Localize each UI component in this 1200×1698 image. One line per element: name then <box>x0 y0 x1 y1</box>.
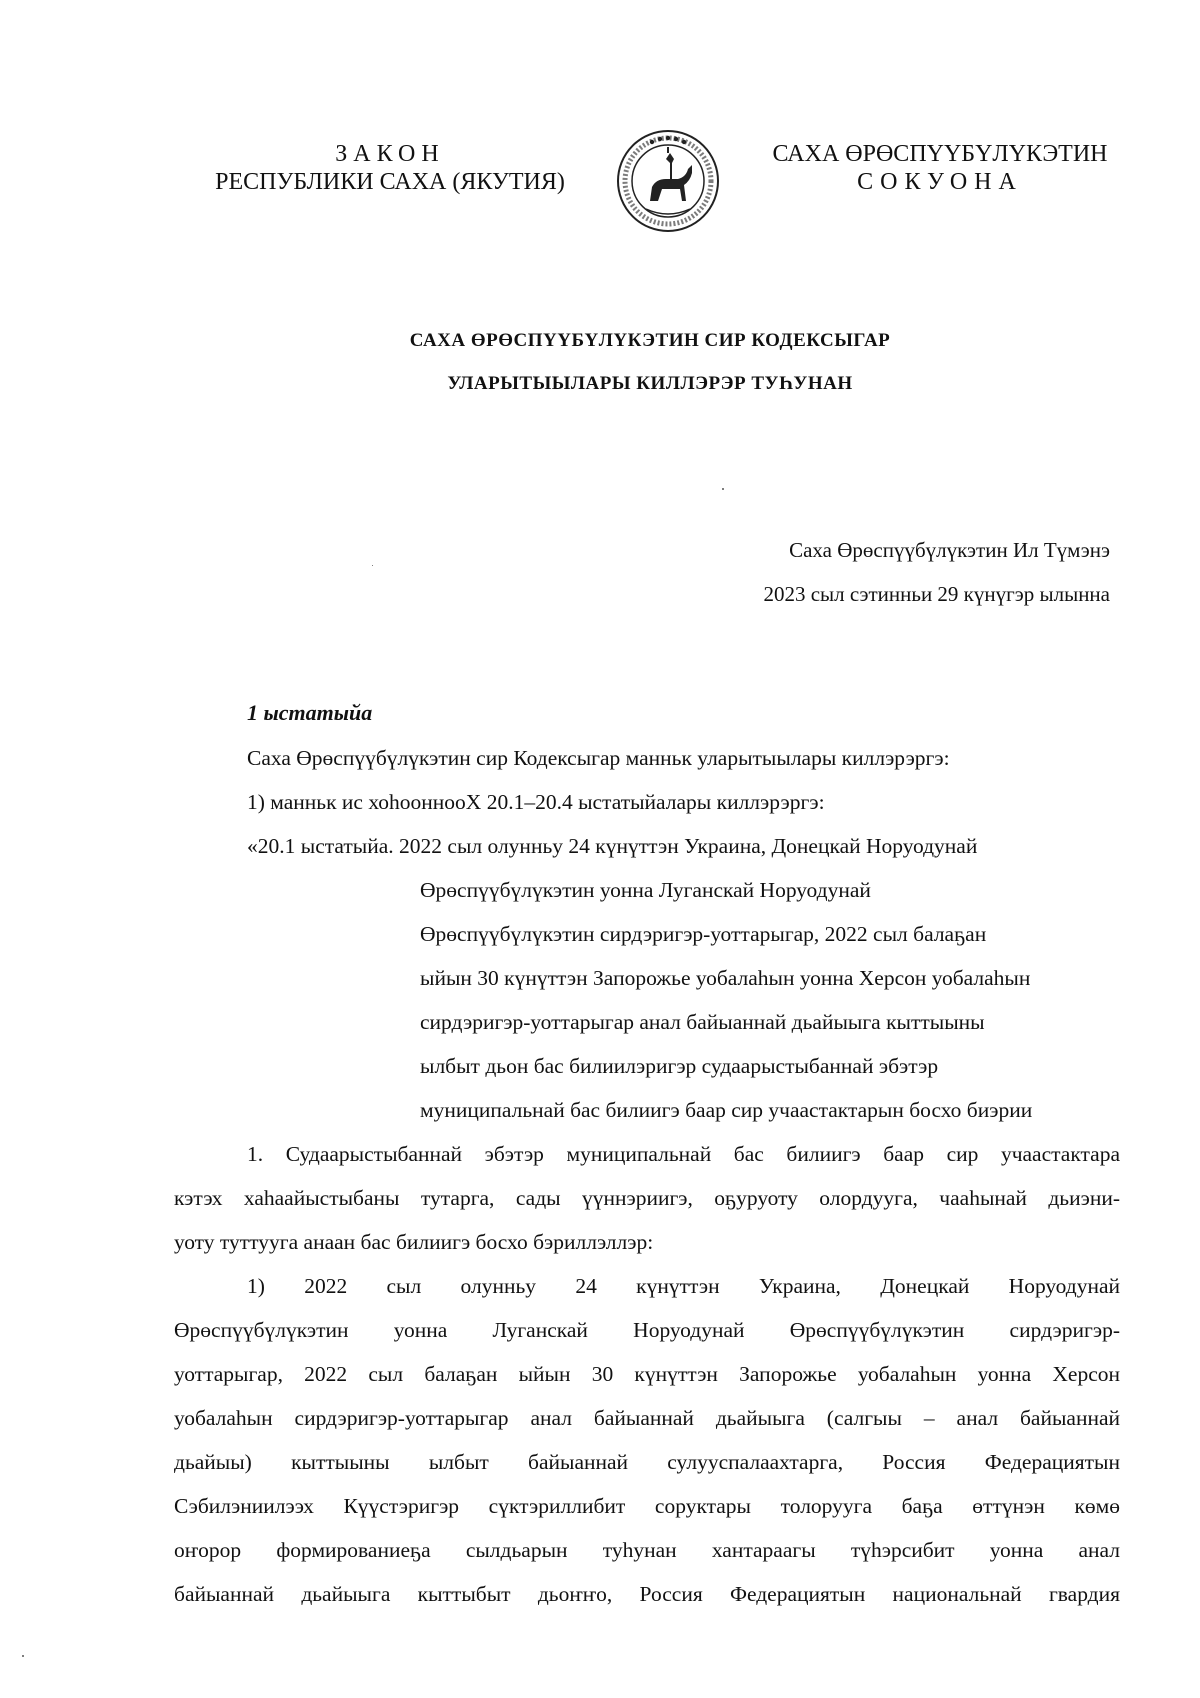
header-right-line2: СОКУОНА <box>857 169 1023 195</box>
paragraph-line: 1. Судаарыстыбаннай эбэтэр муниципальнай бас билиигэ баар сир учаастактара <box>247 1142 1120 1166</box>
paragraph-line: байыаннай дьайыыга кыттыбыт дьоҥҥо, Россия Федерациятын национальнай гвардия <box>174 1582 1120 1606</box>
paragraph-line: дьайыы) кыттыыны ылбыт байыаннай сулууспалаахтарга, Россия Федерациятын <box>174 1450 1120 1474</box>
article-heading: 1 ыстатыйа <box>247 700 373 725</box>
quote-line: муниципальнай бас билиигэ баар сир учаастактарын босхо биэрии <box>420 1098 1033 1122</box>
header-right <box>750 140 1130 196</box>
adoption-date: 2023 сыл сэтинньи 29 күнүгэр ылынна <box>763 582 1110 606</box>
paragraph-line: Сэбилэниилээх Күүстэригэр сүктэриллибит соруктары толорууга баҕа өттүнэн көмө <box>174 1494 1120 1518</box>
coat-of-arms-emblem <box>616 129 720 233</box>
header-left-line2: РЕСПУБЛИКИ САХА (ЯКУТИЯ) <box>215 169 565 195</box>
paragraph-line: кэтэх хаһаайыстыбаны тутарга, сады үүннэриигэ, оҕуруоту олордууга, чааһынай дьиэни- <box>174 1186 1120 1210</box>
paragraph-line: уоту туттууга анаан бас билиигэ босхо бэриллэллэр: <box>174 1230 654 1254</box>
adoption-body: Саха Өрөспүүбүлүкэтин Ил Түмэнэ <box>789 538 1110 562</box>
article-point-1: 1) манньк ис хоһооннооХ 20.1–20.4 ыстатыйалары киллэрэргэ: <box>247 790 825 814</box>
scan-speck <box>722 488 724 490</box>
paragraph-line: 1) 2022 сыл олунньу 24 күнүттэн Украина, Донецкай Норуодунай <box>247 1274 1120 1298</box>
quote-line: сирдэригэр-уоттарыгар анал байыаннай дьайыыга кыттыыны <box>420 1010 985 1034</box>
paragraph-line: оҥорор формированиеҕа сылдьарын туһунан хантараагы түһэрсибит уонна анал <box>174 1538 1120 1562</box>
quote-line: ыйын 30 күнүттэн Запорожье уобалаһын уонна Херсон уобалаһын <box>420 966 1031 990</box>
header-left-line1: ЗАКОН <box>335 141 445 167</box>
law-title-line1: САХА ӨРӨСПҮҮБҮЛҮКЭТИН СИР КОДЕКСЫГАР <box>409 330 891 351</box>
quote-line: Өрөспүүбүлүкэтин уонна Луганскай Норуодунай <box>420 878 871 902</box>
scan-speck <box>372 565 373 566</box>
scan-speck <box>22 1655 24 1657</box>
quote-line: Өрөспүүбүлүкэтин сирдэригэр-уоттарыгар, 2022 сыл балаҕан <box>420 922 987 946</box>
header-right-line1: САХА ӨРӨСПҮҮБҮЛҮКЭТИН <box>772 141 1108 167</box>
paragraph-line: уобалаһын сирдэригэр-уоттарыгар анал байыаннай дьайыыга (салгыы – анал байыаннай <box>174 1406 1120 1430</box>
law-title-line2: УЛАРЫТЫЫЛАРЫ КИЛЛЭРЭР ТУҺУНАН <box>447 373 853 394</box>
header-left <box>180 140 600 196</box>
quote-line: «20.1 ыстатыйа. 2022 сыл олунньу 24 күнүттэн Украина, Донецкай Норуодунай <box>247 834 978 858</box>
paragraph-line: уоттарыгар, 2022 сыл балаҕан ыйын 30 күнүттэн Запорожье уобалаһын уонна Херсон <box>174 1362 1120 1386</box>
quote-line: ылбыт дьон бас билиилэригэр судаарыстыбаннай эбэтэр <box>420 1054 939 1078</box>
paragraph-line: Өрөспүүбүлүкэтин уонна Луганскай Норуодунай Өрөспүүбүлүкэтин сирдэригэр- <box>174 1318 1120 1342</box>
article-intro: Саха Өрөспүүбүлүкэтин сир Кодексыгар манньк уларытыылары киллэрэргэ: <box>247 746 950 770</box>
